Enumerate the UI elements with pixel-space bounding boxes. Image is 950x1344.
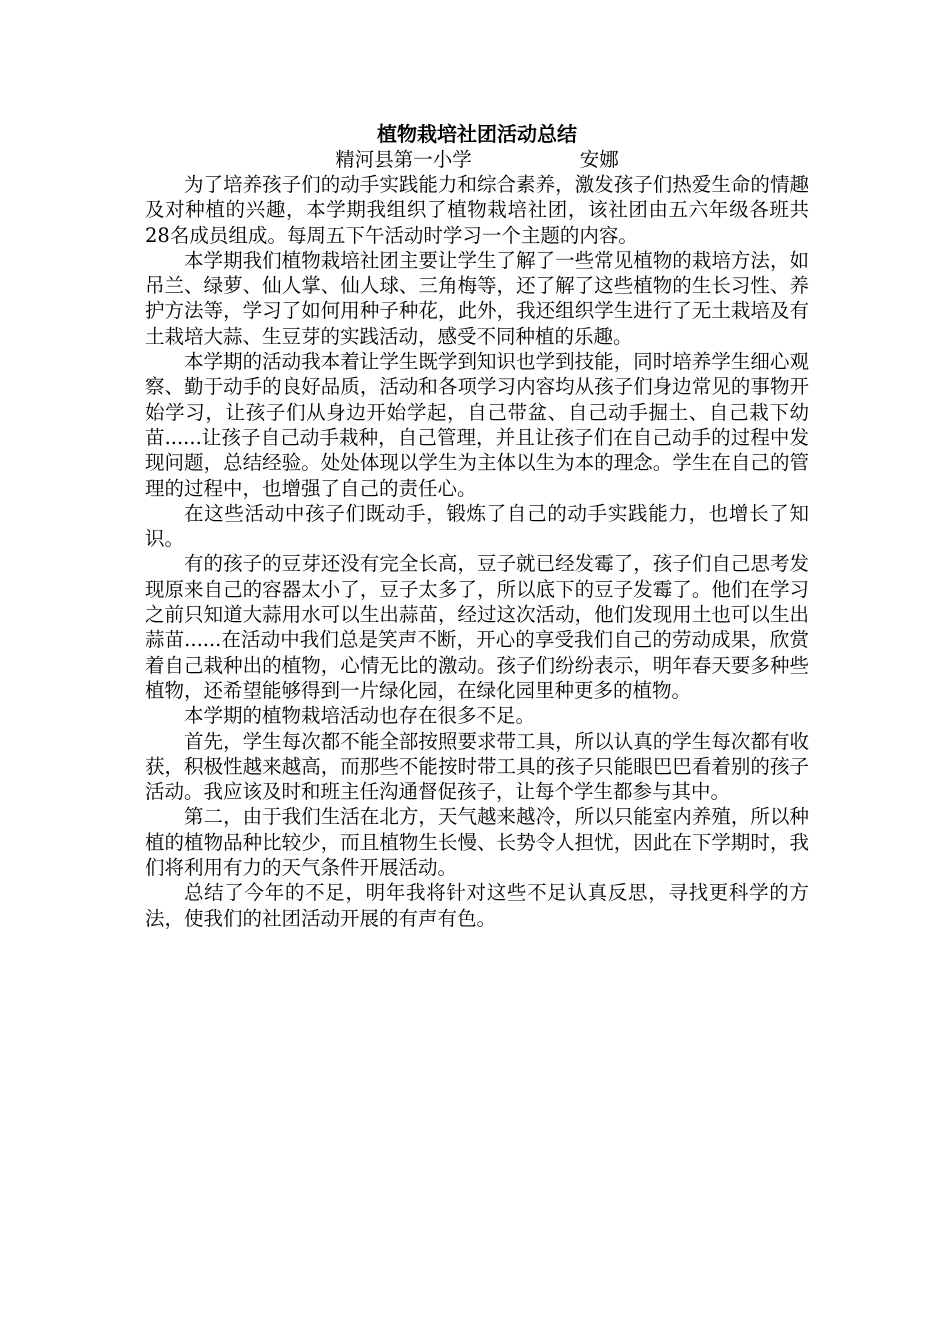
paragraph: 首先，学生每次都不能全部按照要求带工具，所以认真的学生每次都有收获，积极性越来越高，而那些不能按时带工具的孩子只能眼巴巴看着别的孩子活动。我应该及时和班主任沟通督促孩子，让每个学生都参与其中。 <box>145 729 809 804</box>
paragraph: 总结了今年的不足，明年我将针对这些不足认真反思，寻找更科学的方法，使我们的社团活动开展的有声有色。 <box>145 881 809 930</box>
school-name: 精河县第一小学 <box>335 148 472 171</box>
paragraph: 本学期我们植物栽培社团主要让学生了解了一些常见植物的栽培方法，如吊兰、绿萝、仙人掌、仙人球、三角梅等，还了解了这些植物的生长习性、养护方法等，学习了如何用种子种花，此外，我还组织学生进行了无土栽培及有土栽培大蒜、生豆芽的实践活动，感受不同种植的乐趣。 <box>145 248 809 348</box>
author-name: 安娜 <box>579 148 619 171</box>
paragraph: 本学期的活动我本着让学生既学到知识也学到技能，同时培养学生细心观察、勤于动手的良好品质，活动和各项学习内容均从孩子们身边常见的事物开始学习，让孩子们从身边开始学起，自己带盆、自己动手掘土、自己栽下幼苗......让孩子自己动手栽种，自己管理，并且让孩子们在自己动手的过程中发现问题，总结经验。处处体现以学生为主体以生为本的理念。学生在自己的管理的过程中，也增强了自己的责任心。 <box>145 350 809 500</box>
author-line <box>145 148 809 172</box>
document-body <box>145 121 809 931</box>
paragraph: 在这些活动中孩子们既动手，锻炼了自己的动手实践能力，也增长了知识。 <box>145 501 809 551</box>
paragraph: 第二，由于我们生活在北方，天气越来越冷，所以只能室内养殖，所以种植的植物品种比较少，而且植物生长慢、长势令人担忧，因此在下学期时，我们将利用有力的天气条件开展活动。 <box>145 805 809 880</box>
paragraph: 有的孩子的豆芽还没有完全长高，豆子就已经发霉了，孩子们自己思考发现原来自己的容器太小了，豆子太多了，所以底下的豆子发霉了。他们在学习之前只知道大蒜用水可以生出蒜苗，经过这次活动，他们发现用土也可以生出蒜苗......在活动中我们总是笑声不断，开心的享受我们自己的劳动成果，欣赏着自己栽种出的植物，心情无比的激动。孩子们纷纷表示，明年春天要多种些植物，还希望能够得到一片绿化园，在绿化园里种更多的植物。 <box>145 552 809 702</box>
document-title: 植物栽培社团活动总结 <box>377 122 577 146</box>
paragraph: 本学期的植物栽培活动也存在很多不足。 <box>184 704 536 728</box>
paragraph: 为了培养孩子们的动手实践能力和综合素养，激发孩子们热爱生命的情趣及对种植的兴趣，本学期我组织了植物栽培社团，该社团由五六年级各班共28名成员组成。每周五下午活动时学习一个主题的内容。 <box>145 173 809 247</box>
